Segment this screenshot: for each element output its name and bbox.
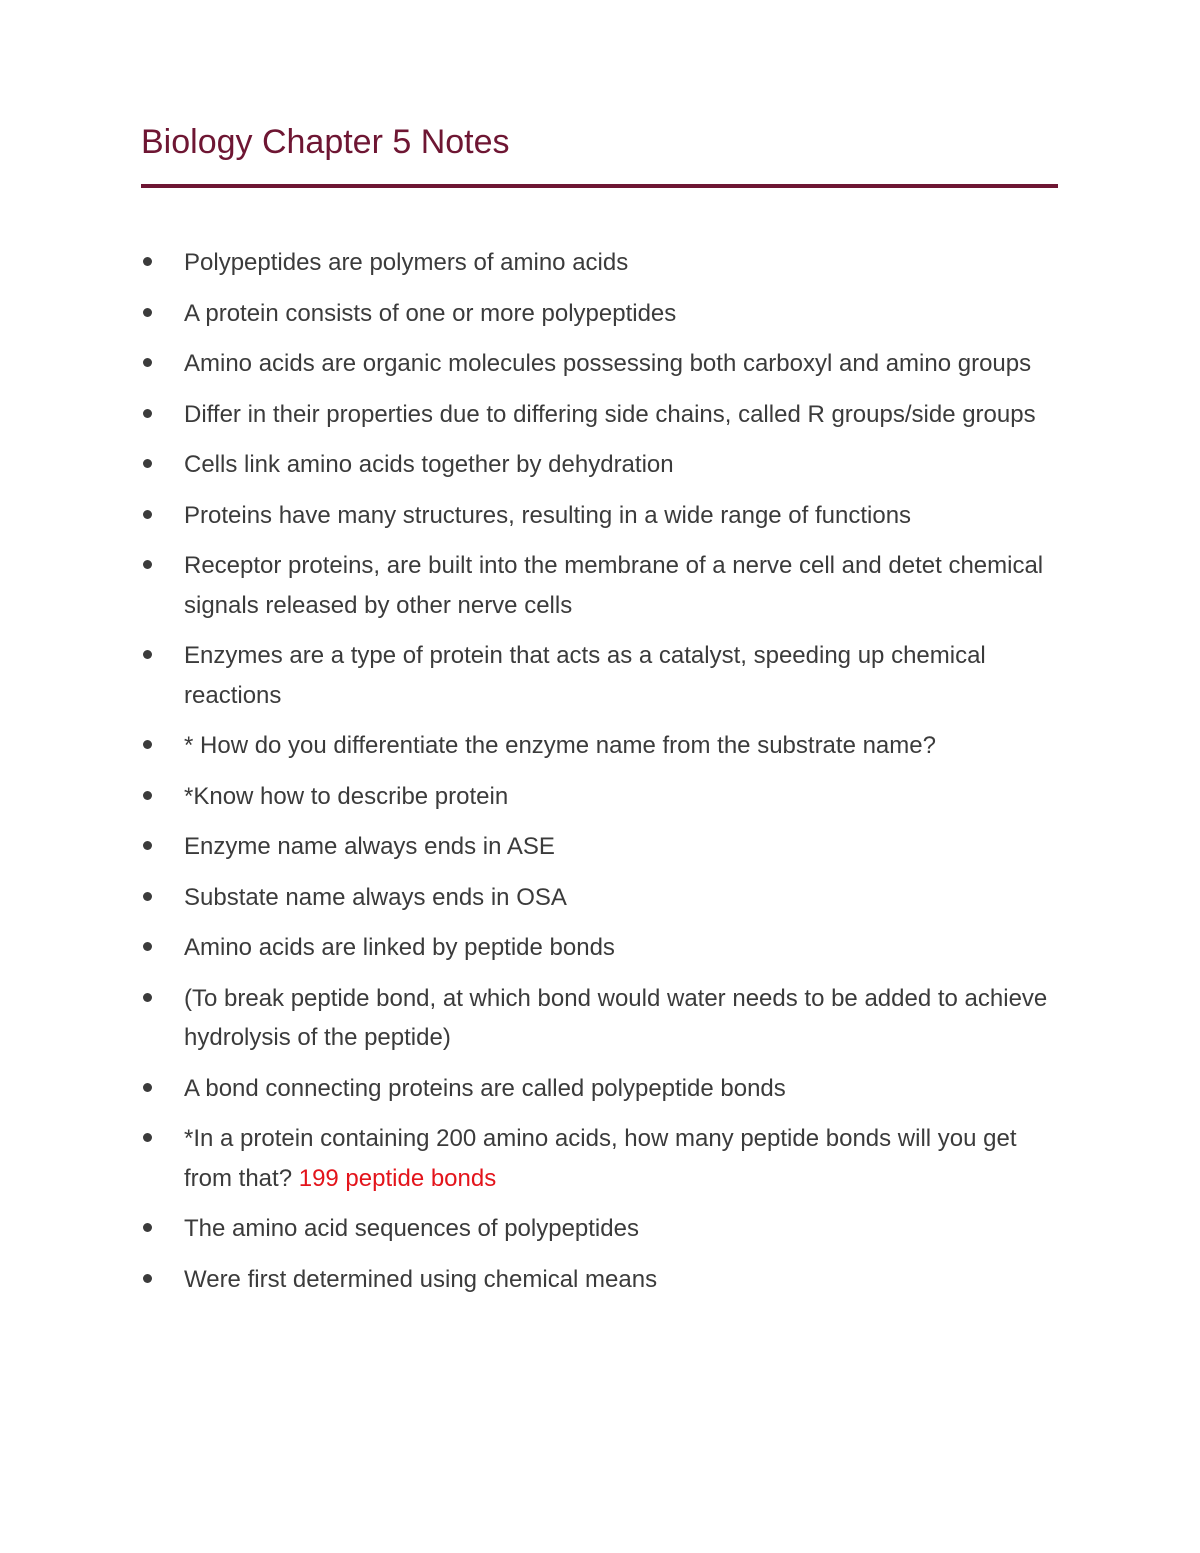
bullet-icon [143,740,152,749]
bullet-icon [143,510,152,519]
bullet-icon [143,409,152,418]
list-item [141,878,1058,918]
list-item [141,1119,1058,1198]
list-item [141,777,1058,817]
note-text: Enzyme name always ends in ASE [184,833,555,860]
page-title: Biology Chapter 5 Notes [141,123,510,161]
note-text: Cells link amino acids together by dehydration [184,451,674,478]
list-item [141,546,1058,625]
title-divider [141,184,1058,188]
list-item [141,1069,1058,1109]
note-text: Amino acids are organic molecules possessing both carboxyl and amino groups [184,350,1032,377]
list-item [141,726,1058,766]
bullet-icon [143,892,152,901]
note-text: Substate name always ends in OSA [184,883,567,911]
note-text: The amino acid sequences of polypeptides [184,1215,639,1242]
bullet-icon [143,1223,152,1232]
bullet-icon [143,1083,152,1092]
notes-list [141,243,1058,1310]
bullet-icon [143,560,152,569]
note-text: *Know how to describe protein [184,782,509,810]
bullet-icon [143,257,152,266]
list-item [141,827,1058,867]
note-text: Differ in their properties due to differing side chains, called R groups/side groups [184,400,1036,428]
list-item [141,445,1058,485]
list-item [141,1209,1058,1249]
bullet-icon [143,942,152,951]
note-text: A bond connecting proteins are called polypeptide bonds [184,1074,786,1102]
list-item [141,395,1058,435]
note-text: *In a protein containing 200 amino acids, how many peptide bonds will you get from that? [184,1125,1017,1192]
bullet-icon [143,1274,152,1283]
note-text: Enzymes are a type of protein that acts as a catalyst, speeding up chemical reactions [184,642,986,709]
note-text: A protein consists of one or more polypeptides [184,299,677,327]
bullet-icon [143,791,152,800]
bullet-icon [143,650,152,659]
bullet-icon [143,358,152,367]
note-text: Polypeptides are polymers of amino acids [184,249,629,276]
note-text: Were first determined using chemical means [184,1265,658,1293]
bullet-icon [143,308,152,317]
list-item [141,979,1058,1058]
list-item [141,636,1058,715]
note-text: (To break peptide bond, at which bond would water needs to be added to achieve hydrolysis of the peptide) [184,984,1048,1051]
bullet-icon [143,841,152,850]
list-item [141,928,1058,968]
note-answer: 199 peptide bonds [298,1164,497,1192]
list-item [141,243,1058,283]
list-item [141,344,1058,384]
note-text: Amino acids are linked by peptide bonds [184,934,615,961]
note-text: Receptor proteins, are built into the membrane of a nerve cell and detet chemical signals released by other nerve cells [184,552,1044,619]
bullet-icon [143,1133,152,1142]
note-text: * How do you differentiate the enzyme name from the substrate name? [184,732,936,759]
list-item [141,1260,1058,1300]
bullet-icon [143,993,152,1002]
bullet-icon [143,459,152,468]
list-item [141,294,1058,334]
list-item [141,496,1058,536]
note-text: Proteins have many structures, resulting in a wide range of functions [184,501,912,529]
